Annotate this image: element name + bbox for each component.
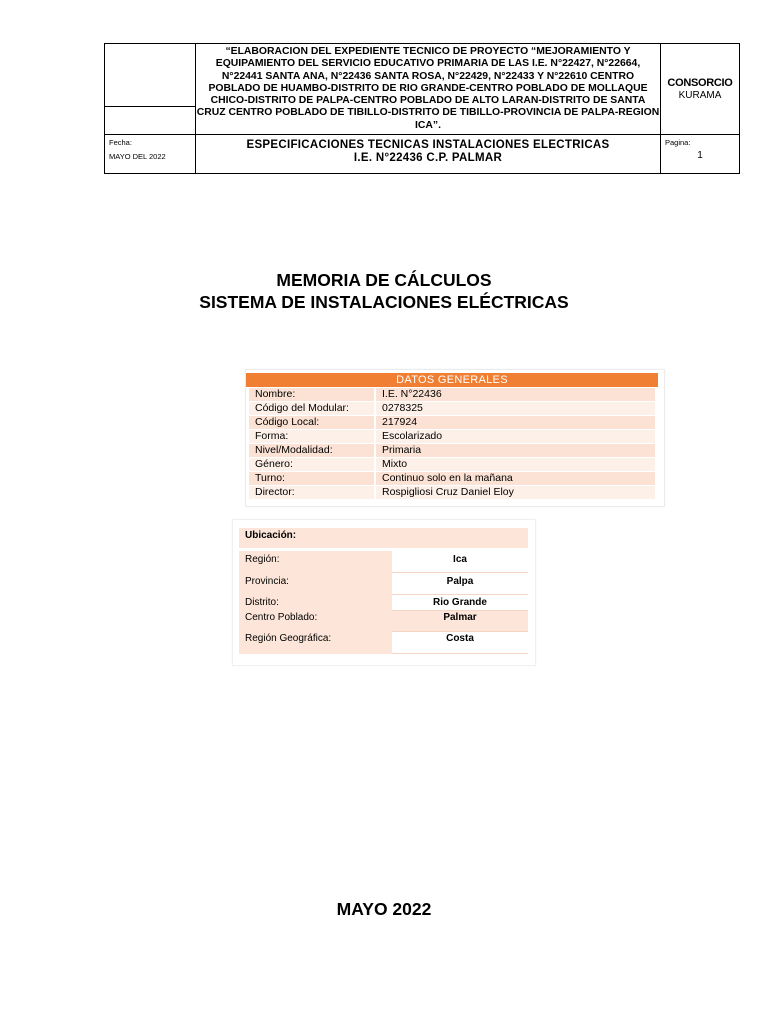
pagina-cell: [661, 135, 740, 174]
row-label: Nombre:: [249, 388, 375, 401]
datos-generales-heading: DATOS GENERALES: [246, 373, 658, 387]
table-row: [249, 430, 655, 443]
datos-generales-table: [246, 370, 664, 506]
row-value: Ica: [392, 551, 528, 573]
document-title: MEMORIA DE CÁLCULOS: [276, 270, 492, 290]
row-label: Forma:: [249, 430, 375, 443]
row-value: Rio Grande: [392, 595, 528, 611]
row-value: Primaria: [376, 444, 655, 457]
ubicacion-heading: Ubicación:: [239, 528, 528, 548]
table-row: [239, 632, 528, 654]
row-label: Distrito:: [239, 595, 392, 611]
row-label: Región:: [239, 551, 392, 573]
fecha-cell: [105, 135, 196, 174]
footer-date: MAYO 2022: [336, 899, 432, 919]
table-row: [249, 402, 655, 415]
header-logo-cell: [105, 44, 196, 135]
row-value: Palmar: [392, 611, 528, 632]
ubicacion-table: [233, 520, 535, 665]
row-value: Costa: [392, 632, 528, 654]
table-row: [249, 388, 655, 401]
row-value: Continuo solo en la mañana: [376, 472, 655, 485]
spec-title-line1: ESPECIFICACIONES TECNICAS INSTALACIONES ELECTRICAS: [246, 139, 610, 151]
row-value: 217924: [376, 416, 655, 429]
table-row: [249, 458, 655, 471]
row-label: Director:: [249, 486, 375, 499]
table-row: [239, 611, 528, 632]
row-label: Código Local:: [249, 416, 375, 429]
company-cell: [661, 44, 740, 135]
pagina-label: Pagina:: [665, 138, 691, 147]
row-value: 0278325: [376, 402, 655, 415]
table-row: [249, 416, 655, 429]
document-subtitle: SISTEMA DE INSTALACIONES ELÉCTRICAS: [199, 292, 569, 312]
spec-title: [196, 135, 661, 174]
row-value: Mixto: [376, 458, 655, 471]
row-label: Turno:: [249, 472, 375, 485]
table-row: [249, 486, 655, 499]
spec-title-line2: I.E. N°22436 C.P. PALMAR: [353, 152, 503, 164]
fecha-label: Fecha:: [109, 138, 132, 147]
row-label: Nivel/Modalidad:: [249, 444, 375, 457]
project-title: “ELABORACION DEL EXPEDIENTE TECNICO DE PROYECTO “MEJORAMIENTO Y EQUIPAMIENTO DEL SERVICIO EDUCATIVO PRIMARIA DE LAS I.E. N°22427, N°22664, N°22441 SANTA ANA, N°22436 SANTA ROSA, N°22429, N°22433 Y N°22610 CENTRO POBLADO DE HUAMBO-DISTRITO DE RIO GRANDE-CENTRO POBLADO DE MOLLAQUE CHICO-DISTRITO DE PALPA-CENTRO POBLADO DE ALTO LARAN-DISTRITO DE SANTA CRUZ CENTRO POBLADO DE TIBILLO-DISTRITO DE TIBILLO-PROVINCIA DE PALPA-REGION ICA”.: [196, 44, 661, 135]
row-value: Palpa: [392, 573, 528, 595]
table-row: [249, 472, 655, 485]
row-label: Provincia:: [239, 573, 392, 595]
row-label: Código del Modular:: [249, 402, 375, 415]
table-row: [239, 551, 528, 573]
company-name: CONSORCIO: [667, 77, 733, 89]
row-label: Región Geográfica:: [239, 632, 392, 654]
header-table: [104, 43, 740, 174]
row-value: I.E. N°22436: [376, 388, 655, 401]
company-subname: KURAMA: [678, 90, 722, 101]
pagina-value: 1: [697, 150, 703, 161]
table-row: [249, 444, 655, 457]
fecha-value: MAYO DEL 2022: [109, 152, 166, 161]
row-label: Centro Poblado:: [239, 611, 392, 632]
row-label: Género:: [249, 458, 375, 471]
row-value: Escolarizado: [376, 430, 655, 443]
table-row: [239, 595, 528, 611]
row-value: Rospigliosi Cruz Daniel Eloy: [376, 486, 655, 499]
table-row: [239, 573, 528, 595]
